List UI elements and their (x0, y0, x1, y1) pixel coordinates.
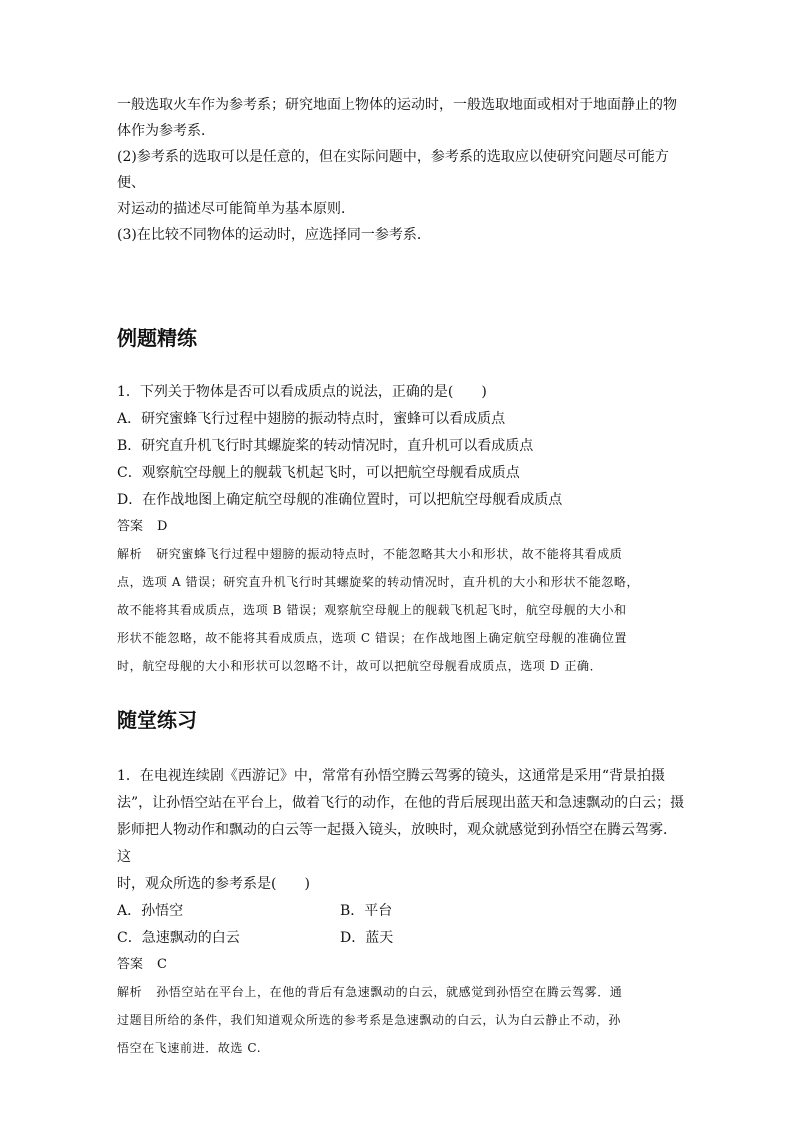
explanation-text: 孙悟空站在平台上，在他的背后有急速飘动的白云，就感觉到孙悟空在腾云驾雾．通 (156, 985, 623, 999)
option-d: D．在作战地图上确定航空母舰的准确位置时，可以把航空母舰看成质点 (117, 492, 563, 508)
question-stem: 1．下列关于物体是否可以看成质点的说法，正确的是( ) (117, 384, 487, 400)
option-b: B．研究直升机飞行时其螺旋桨的转动情况时，直升机可以看成质点 (117, 438, 534, 454)
question-line: 影师把人物动作和飘动的白云等一起摄入镜头，放映时，观众就感觉到孙悟空在腾云驾雾．这 (117, 822, 677, 865)
explanation-line (117, 978, 687, 1006)
option-c: C．急速飘动的白云 (117, 930, 240, 946)
option-d: D．蓝天 (340, 930, 394, 946)
question-line: 1．在电视连续剧《西游记》中，常常有孙悟空腾云驾雾的镜头，这通常是采用“背景拍摄 (117, 768, 666, 784)
answer-label: 答案 (117, 519, 144, 534)
explanation-line: 点，选项 A 错误；研究直升机飞行时其螺旋桨的转动情况时，直升机的大小和形状不能忽略， (117, 575, 640, 589)
section-title-examples: 例题精练 (117, 326, 197, 350)
option-b: B．平台 (340, 903, 393, 919)
explanation-text: 研究蜜蜂飞行过程中翅膀的振动特点时，不能忽略其大小和形状，故不能将其看成质 (156, 547, 623, 561)
practice-question-block (117, 763, 687, 1062)
option-a: A．研究蜜蜂飞行过程中翅膀的振动特点时，蜜蜂可以看成质点 (117, 411, 506, 427)
explanation-line: 形状不能忽略，故不能将其看成质点，选项 C 错误；在作战地图上确定航空母舰的准确位置 (117, 631, 628, 645)
explanation-line: 过题目所给的条件，我们知道观众所选的参考系是急速飘动的白云，认为白云静止不动，孙 (117, 1013, 622, 1027)
explanation-line: 故不能将其看成质点，选项 B 错误；观察航空母舰上的舰载飞机起飞时，航空母舰的大小和 (117, 603, 627, 617)
section-title-practice: 随堂练习 (117, 708, 197, 732)
answer-value: D (157, 519, 168, 534)
options-row (117, 925, 687, 952)
explanation-line (117, 540, 687, 568)
document-page (117, 92, 687, 1062)
explanation-line: 时，航空母舰的大小和形状可以忽略不计，故可以把航空母舰看成质点，选项 D 正确． (117, 659, 603, 673)
intro-line: (2)参考系的选取可以是任意的，但在实际问题中，参考系的选取应以使研究问题尽可能方便、 (117, 149, 669, 191)
option-c: C．观察航空母舰上的舰载飞机起飞时，可以把航空母舰看成质点 (117, 465, 520, 481)
example-question-block (117, 379, 687, 680)
explanation-label: 解析 (117, 547, 143, 561)
question-line: 时，观众所选的参考系是( ) (117, 876, 310, 892)
intro-line: (3)在比较不同物体的运动时，应选择同一参考系． (117, 227, 431, 243)
option-a: A．孙悟空 (117, 903, 184, 919)
question-line: 法”，让孙悟空站在平台上，做着飞行的动作，在他的背后展现出蓝天和急速飘动的白云；摄 (117, 795, 685, 811)
answer-label: 答案 (117, 957, 144, 972)
answer-value: C (157, 957, 167, 972)
intro-block (117, 92, 687, 248)
intro-line: 一般选取火车作为参考系；研究地面上物体的运动时，一般选取地面或相对于地面静止的物 (117, 97, 677, 113)
answer-line (117, 952, 687, 978)
explanation-line: 悟空在飞速前进．故选 C. (117, 1041, 262, 1055)
explanation-label: 解析 (117, 985, 143, 999)
options-row (117, 898, 687, 925)
intro-line: 对运动的描述尽可能简单为基本原则． (117, 201, 355, 217)
intro-line: 体作为参考系． (117, 123, 215, 139)
answer-line (117, 514, 687, 540)
